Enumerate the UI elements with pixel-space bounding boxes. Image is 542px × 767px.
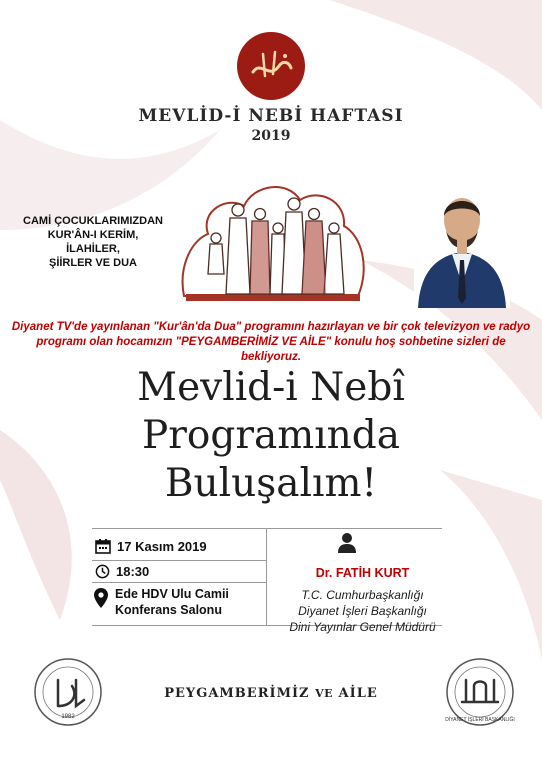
person-icon [337,532,357,554]
foundation-logo-year: 1982 [61,714,75,720]
event-time-value: 18:30 [116,564,150,579]
family-illustration [178,170,368,310]
speaker-portrait [414,180,510,308]
divider [92,560,266,561]
footer-word: PEYGAMBERİMİZ [164,686,310,701]
speaker-title [265,587,460,635]
footer-slogan [150,686,392,701]
clock-icon [95,564,110,579]
invitation-text: Diyanet TV'de yayınlanan "Kur'ân'da Dua" programını hazırlayan ve bir çok televizyon ve radyo programı olan hocamızın "PEYGAMBERİMİZ VE AİLE" konulu hoş sohbetine sizleri de bekliyoruz. [11,321,531,363]
event-time [95,564,149,579]
event-date [95,538,207,554]
diyanet-logo-caption: DİYANET İŞLERİ BAŞKANLIĞI [445,717,515,723]
footer-word: VE [315,687,333,700]
children-program-text [8,214,178,270]
event-location [93,586,229,618]
main-title-line: Programında [141,413,400,458]
diyanet-logo [444,656,516,728]
foundation-logo [32,656,104,728]
footer-word: AİLE [338,686,378,701]
speaker-title-line: Diyanet İşleri Başkanlığı [298,604,427,618]
children-line: İLAHİLER, [66,243,120,255]
divider [92,528,442,529]
main-title-line: Buluşalım! [164,461,378,506]
speaker-name: Dr. FATİH KURT [315,566,410,580]
children-line: KUR'ÂN-I KERİM, [47,229,139,241]
main-title [0,364,542,508]
location-pin-icon [93,587,109,609]
heading-year: 2019 [251,128,291,144]
speaker-title-line: T.C. Cumhurbaşkanlığı [301,588,424,602]
location-line: Ede HDV Ulu Camii [115,587,229,601]
event-date-value: 17 Kasım 2019 [117,538,207,554]
page-heading: MEVLİD-İ NEBİ HAFTASI [138,106,404,126]
children-line: CAMİ ÇOCUKLARIMIZDAN [23,215,163,227]
main-title-line: Mevlid-i Nebî [137,365,405,410]
children-line: ŞİİRLER VE DUA [48,257,137,269]
speaker-title-line: Dini Yayınlar Genel Müdürü [289,620,436,634]
calligraphy-emblem-icon [235,30,307,102]
location-line: Konferans Salonu [115,603,222,617]
calendar-icon [95,538,111,554]
divider [92,582,266,583]
